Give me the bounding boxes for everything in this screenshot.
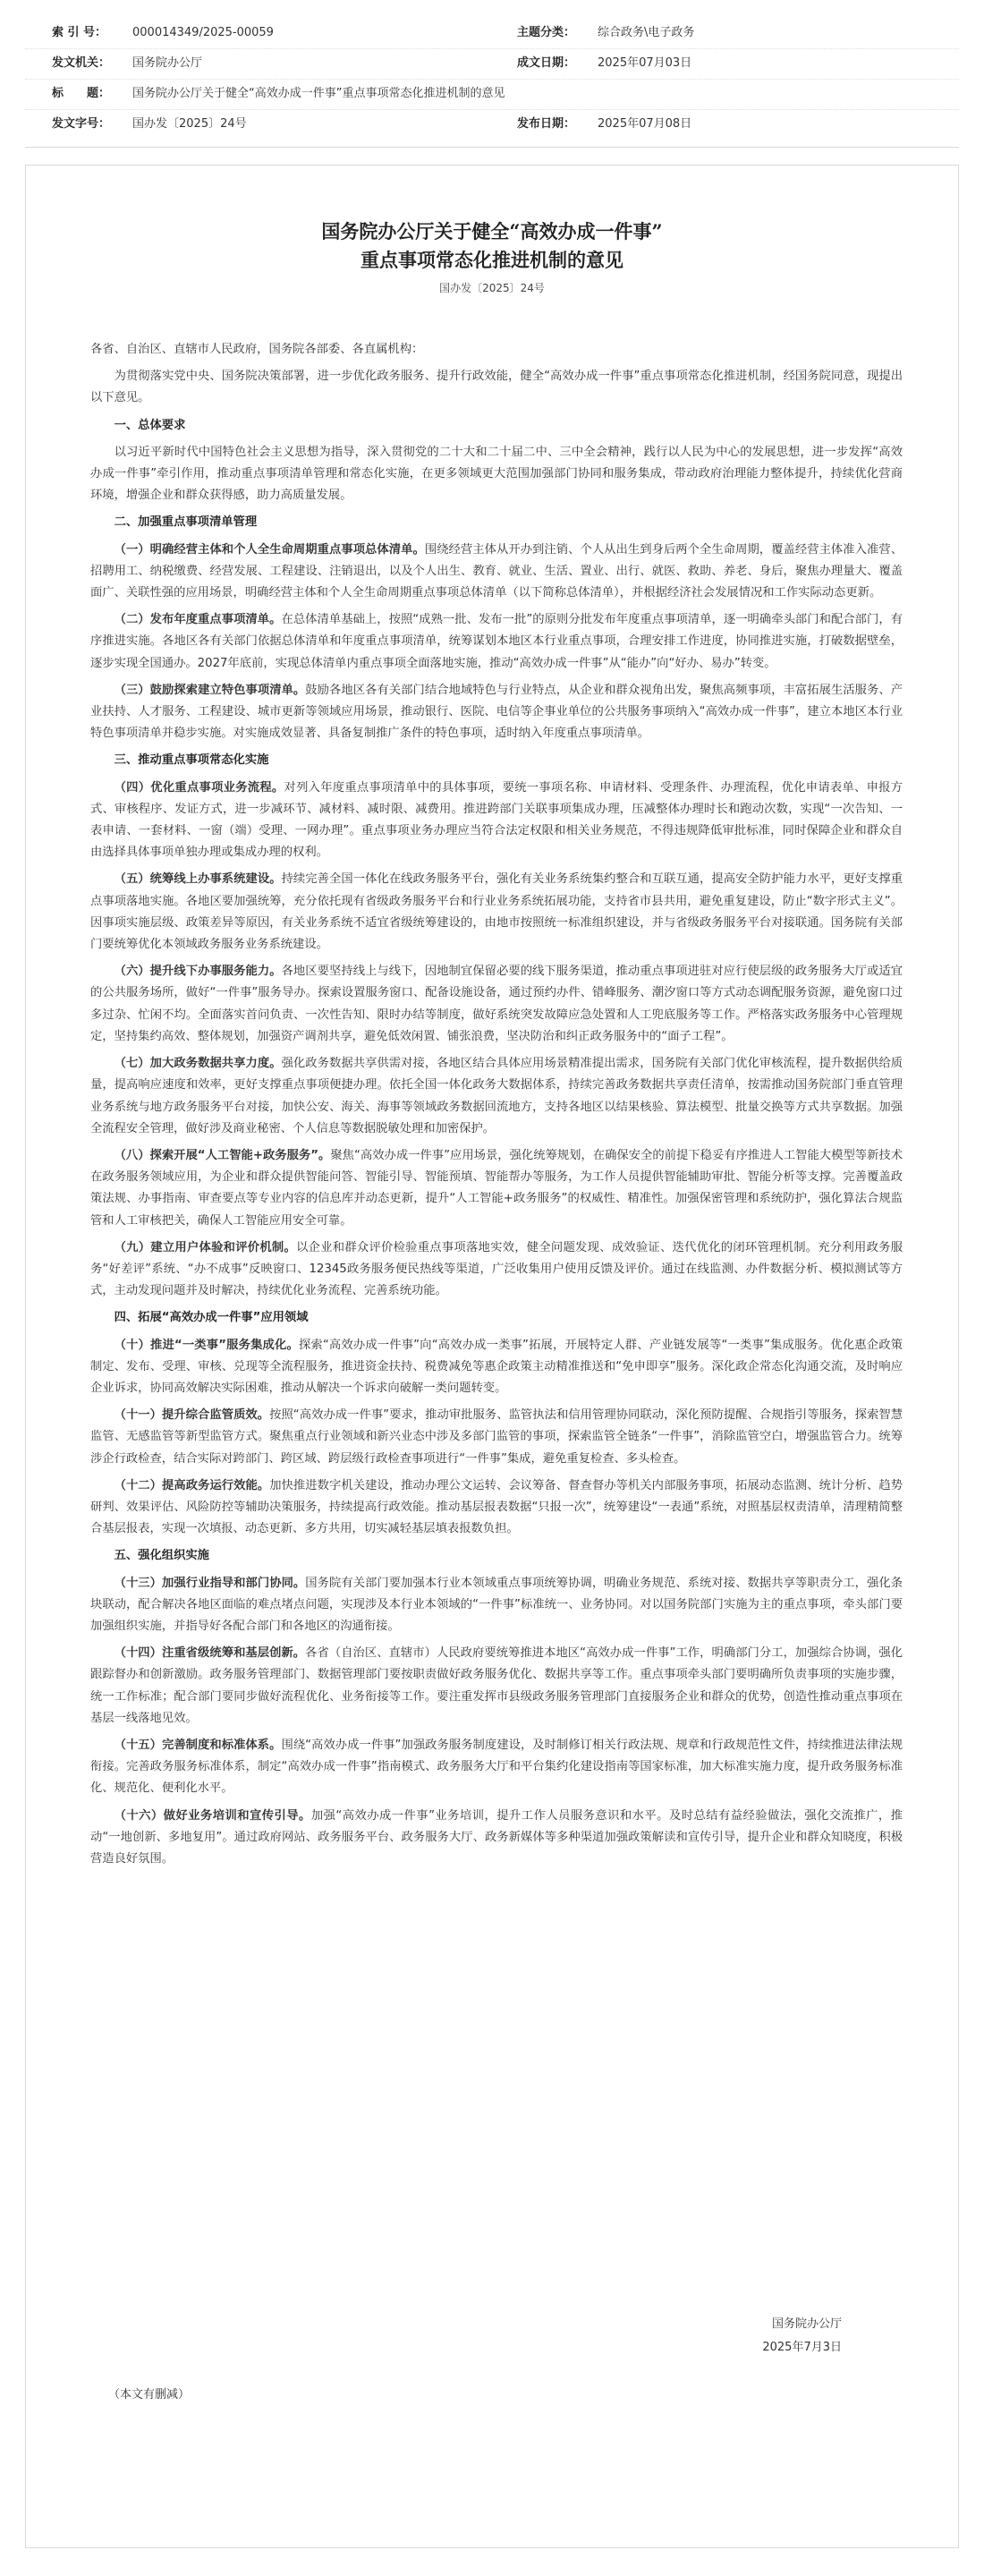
paragraph-text: 加强“高效办成一件事”业务培训，提升工作人员服务意识和水平。及时总结有益经验做法，强化交流推广，推动“一地创新、多地复用”。通过政府网站、政务服务平台、政务服务大厅、政务新媒体等多种渠道加强政策解读和宣传引导，提升企业和群众知晓度，积极营造良好氛围。: [90, 1808, 903, 1866]
paragraph-lead: （五）统筹线上办事系统建设。: [114, 872, 282, 887]
paragraph: [90, 869, 903, 956]
category-label: 主题分类：: [517, 26, 576, 39]
document-text: [90, 339, 903, 1875]
section-heading-5: 五、强化组织实施: [114, 1549, 209, 1563]
paragraph: [90, 1806, 903, 1871]
paragraph: [90, 1475, 903, 1541]
paragraph-text: 加快推进数字机关建设，推动办理公文运转、会议筹备、督查督办等机关内部服务事项，拓展动态监测、统计分析、趋势研判、效果评估、风险防控等辅助决策服务，持续提高行政效能。推动基层报表数据“只报一次”，统筹建设“一表通”系统，对照基层权责清单，清理精简整合基层报表，实现一次填报、动态更新、多方共用，切实减轻基层填表报数负担。: [90, 1478, 903, 1536]
paragraph-lead: （七）加大政务数据共享力度。: [114, 1057, 282, 1071]
paragraph-text: 鼓励各地区各有关部门结合地域特色与行业特点，从企业和群众视角出发，聚焦高频事项，丰富拓展生活服务、产业扶持、人才服务、工程建设、城市更新等领域应用场景，推动银行、医院、电信等企事业单位的公共服务事项纳入“高效办成一件事”，建立本地区本行业特色事项清单并稳步实施。对实施成效显著、具备复制推广条件的特色事项，适时纳入年度重点事项清单。: [90, 683, 903, 741]
paragraph-text: 聚焦“高效办成一件事”应用场景，强化统筹规划，在确保安全的前提下稳妥有序推进人工智能大模型等新技术在政务服务领域应用，为企业和群众提供智能问答、智能引导、智能预填、智能帮办等服务，为工作人员提供智能辅助审批、智能分析等支撑。完善覆盖政策法规、办事指南、审查要点等专业内容的信息库并动态更新，提升“人工智能+政务服务”的权威性、精准性。加强保密管理和系统防护，强化算法合规监管和人工审核把关，确保人工智能应用安全可靠。: [90, 1148, 903, 1228]
paragraph-text: 对列入年度重点事项清单中的具体事项，要统一事项名称、申请材料、受理条件、办理流程，优化申请表单、申报方式、审核程序、发证方式，进一步减环节、减材料、减时限、减费用。推进跨部门关联事项集成办理，压减整体办理时长和跑动次数，实现“一次告知、一表申请、一套材料、一窗（端）受理、一网办理”。重点事项业务办理应当符合法定权限和相关业务规范，不得违规降低审批标准，同时保障企业和群众自由选择具体事项单独办理或集成办理的权利。: [90, 780, 903, 860]
paragraph: 以习近平新时代中国特色社会主义思想为指导，深入贯彻党的二十大和二十届二中、三中全会精神，践行以人民为中心的发展思想，进一步发挥“高效办成一件事”牵引作用，推动重点事项清单管理和常态化实施，在更多领域更大范围加强部门协同和服务集成，带动政府治理能力整体提升，持续优化营商环境，增强企业和群众获得感，助力高质量发展。: [90, 445, 903, 503]
signature-block: [699, 2313, 842, 2359]
signing-date: 2025年7月3日: [762, 2341, 842, 2354]
paragraph-text: 围绕“高效办成一件事”加强政务服务制度建设，及时制修订相关行政法规、规章和行政规范性文件，持续推进法律法规衔接。完善政务服务标准体系，制定“高效办成一件事”指南模式、政务服务大厅和平台集约化建设指南等国家标准，加大标准实施力度，提升政务服务标准化、规范化、便利化水平。: [90, 1738, 903, 1796]
paragraph: [90, 1405, 903, 1470]
paragraph: [90, 1573, 903, 1638]
paragraph: [90, 1237, 903, 1303]
paragraph: [90, 1053, 903, 1140]
paragraph-lead: （二）发布年度重点事项清单。: [114, 613, 282, 627]
paragraph: [90, 1735, 903, 1800]
section-heading-4: 四、拓展“高效办成一件事”应用领域: [114, 1311, 309, 1325]
paragraph-lead: （一）明确经营主体和个人全生命周期重点事项总体清单。: [114, 542, 425, 557]
paragraph-text: 强化政务数据共享供需对接，各地区结合具体应用场景精准提出需求，国务院有关部门优化审核流程，提升数据供给质量，提高响应速度和效率，更好支撑重点事项便捷办理。依托全国一体化政务大数据体系，持续完善政务数据共享责任清单，按需推动国务院部门垂直管理业务系统与地方政务服务平台对接，加快公安、海关、海事等领域政务数据回流地方，支持各地区以结果核验、算法模型、批量交换等方式共享数据。加强全流程安全管理，做好涉及商业秘密、个人信息等数据脱敏处理和加密保护。: [90, 1057, 903, 1135]
paragraph-lead: （十四）注重省级统筹和基层创新。: [114, 1646, 306, 1661]
paragraph-text: 按照“高效办成一件事”要求，推动审批服务、监管执法和信用管理协同联动，深化预防提醒、合规指引等服务，探索智慧监管、无感监管等新型监管方式。聚焦重点行业领域和新兴业态中涉及多部门监管的事项，探索监管全链条“一件事”，消除监管空白，增强监管合力。统筹涉企行政检查，结合实际对跨部门、跨区域、跨层级行政检查事项进行“一件事”集成，避免重复检查、多头检查。: [90, 1408, 903, 1466]
index-label: 索 引 号：: [52, 26, 107, 39]
written-date-label: 成文日期：: [517, 56, 576, 70]
paragraph-lead: （十三）加强行业指导和部门协同。: [114, 1576, 306, 1590]
paragraph-lead: （三）鼓励探索建立特色事项清单。: [114, 683, 306, 697]
section-heading-3: 三、推动重点事项常态化实施: [114, 753, 269, 768]
abridgement-note: （本文有删减）: [108, 2388, 191, 2402]
paragraph-text: 探索“高效办成一件事”向“高效办成一类事”拓展，开展特定人群、产业链发展等“一类事”集成服务。优化惠企政策制定、发布、受理、审核、兑现等全流程服务，推进资金扶持、税费减免等惠企政策主动精准推送和“免申即享”服务。深化政企常态化沟通交流，及时响应企业诉求，协同高效解决实际困难，推动从解决一个诉求向破解一类问题转变。: [90, 1338, 903, 1395]
paragraph: [90, 961, 903, 1048]
paragraph-lead: （十）推进“一类事”服务集成化。: [114, 1338, 299, 1352]
paragraph-lead: （十五）完善制度和标准体系。: [114, 1738, 282, 1752]
title-label: 标 题：: [52, 87, 111, 100]
publish-date-label: 发布日期：: [517, 117, 576, 131]
paragraph: [90, 680, 903, 745]
intro-paragraph: 为贯彻落实党中央、国务院决策部署，进一步优化政务服务、提升行政效能，健全“高效办成一件事”重点事项常态化推进机制，经国务院同意，现提出以下意见。: [90, 370, 903, 405]
paragraph-text: 各地区要坚持线上与线下，因地制宜保留必要的线下服务渠道，推动重点事项进驻对应行使层级的政务服务大厅或适宜的公共服务场所，做好“一件事”服务导办。探索设置服务窗口、配备设施设备，通过预约办件、错峰服务、潮汐窗口等方式动态调配服务资源，避免窗口过多过杂、忙闲不均。全面落实首问负责、一次性告知、限时办结等制度，做好系统突发故障应急处置和人工兜底服务等工作。严格落实政务服务中心管理规定，坚持集约高效、整体规划，加强资产调剂共享，避免低效闲置、铺张浪费，坚决防治和纠正政务服务中的“面子工程”。: [90, 965, 903, 1043]
paragraph-lead: （六）提升线下办事服务能力。: [114, 965, 282, 979]
signing-organization: 国务院办公厅: [771, 2317, 842, 2331]
paragraph: [90, 609, 903, 675]
paragraph-lead: （十二）提高政务运行效能。: [114, 1478, 270, 1492]
paragraph-lead: （八）探索开展“人工智能+政务服务”。: [114, 1148, 331, 1162]
paragraph: [90, 778, 903, 864]
document-number: 国办发〔2025〕24号: [439, 282, 545, 294]
paragraph-text: 围绕经营主体从开办到注销、个人从出生到身后两个全生命周期，覆盖经营主体准入准营、招聘用工、纳税缴费、经营发展、工程建设、注销退出，以及个人出生、教育、就业、生活、置业、出行、就医、救助、养老、身后，聚焦办理量大、覆盖面广、关联性强的应用场景，明确经营主体和个人全生命周期重点事项总体清单（以下简称总体清单），并根据经济社会发展情况和工作实际动态更新。: [90, 542, 903, 600]
paragraph-text: 以企业和群众评价检验重点事项落地实效，健全问题发现、成效验证、迭代优化的闭环管理机制。充分利用政务服务“好差评”系统、“办不成事”反映窗口、12345政务服务便民热线等渠道，广泛收集用户使用反馈及评价。通过在线监测、办件数据分析、模拟测试等方式，主动发现问题并及时解决，持续优化业务流程、完善系统功能。: [90, 1240, 903, 1298]
paragraph: [90, 1643, 903, 1730]
document-title-line-1: 国务院办公厅关于健全“高效办成一件事”: [321, 220, 663, 242]
paragraph-text: 国务院有关部门要加强本行业本领域重点事项统筹协调，明确业务规范、系统对接、数据共享等职责分工，强化条块联动，配合解决各地区面临的难点堵点问题，实现涉及本行业本领域的“一件事”标准统一、业务协同。对以国务院部门实施为主的重点事项，牵头部门要加强组织实施，并指导好各配合部门和各地区的沟通衔接。: [90, 1576, 903, 1633]
publish-date-value: 2025年07月08日: [598, 117, 692, 131]
document-body-frame: [25, 165, 959, 2548]
paragraph: [90, 1335, 903, 1400]
section-heading-2: 二、加强重点事项清单管理: [114, 515, 258, 530]
document-metadata-table: [25, 15, 959, 148]
issuer-value: 国务院办公厅: [132, 56, 203, 70]
paragraph-lead: （十一）提升综合监管质效。: [114, 1408, 270, 1423]
docno-value: 国办发〔2025〕24号: [132, 117, 247, 131]
salutation: 各省、自治区、直辖市人民政府，国务院各部委、各直属机构：: [90, 343, 424, 356]
paragraph-text: 在总体清单基础上，按照“成熟一批、发布一批”的原则分批发布年度重点事项清单，逐一明确牵头部门和配合部门，有序推进实施。各地区各有关部门依据总体清单和年度重点事项清单，统筹谋划本地区本行业重点事项，合理安排工作进度，协同推进实施，打破数据壁垒，逐步实现全国通办。2027年底前，实现总体清单内重点事项全面落地实施，推动“高效办成一件事”从“能办”向“好办、易办”转变。: [90, 613, 903, 670]
issuer-label: 发文机关：: [52, 56, 111, 70]
title-value: 国务院办公厅关于健全“高效办成一件事”重点事项常态化推进机制的意见: [132, 87, 505, 100]
category-value: 综合政务\电子政务: [598, 26, 695, 39]
docno-label: 发文字号：: [52, 117, 111, 131]
section-heading-1: 一、总体要求: [114, 418, 186, 432]
paragraph: [90, 540, 903, 605]
index-value: 000014349/2025-00059: [132, 26, 274, 39]
paragraph-lead: （九）建立用户体验和评价机制。: [114, 1240, 297, 1254]
document-title-line-2: 重点事项常态化推进机制的意见: [361, 249, 623, 271]
paragraph-text: 各省（自治区、直辖市）人民政府要统筹推进本地区“高效办成一件事”工作，明确部门分工，加强综合协调，强化跟踪督办和创新激励。政务服务管理部门、数据管理部门要按职责做好政务服务优化、数据共享等工作。重点事项牵头部门要明确所负责事项的实施步骤，统一工作标准；配合部门要同步做好流程优化、业务衔接等工作。要注重发挥市县级政务服务管理部门直接服务企业和群众的优势，创造性推动重点事项在基层一线落地见效。: [90, 1646, 903, 1725]
paragraph-lead: （十六）做好业务培训和宣传引导。: [114, 1808, 311, 1823]
paragraph: [90, 1145, 903, 1232]
paragraph-lead: （四）优化重点事项业务流程。: [114, 780, 284, 795]
written-date-value: 2025年07月03日: [598, 56, 692, 70]
paragraph-text: 持续完善全国一体化在线政务服务平台，强化有关业务系统集约整合和互联互通，提高安全防护能力水平，更好支撑重点事项落地实施。各地区要加强统筹，充分依托现有省级政务服务平台和行业业务系统拓展功能，支持省市县共用，避免重复建设，防止“数字形式主义”。因事项实施层级、政策差异等原因，有关业务系统不适宜省级统筹建设的，由地市按照统一标准组织建设，并与省级政务服务平台对接联通。国务院有关部门要统筹优化本领域政务服务业务系统建设。: [90, 872, 903, 952]
